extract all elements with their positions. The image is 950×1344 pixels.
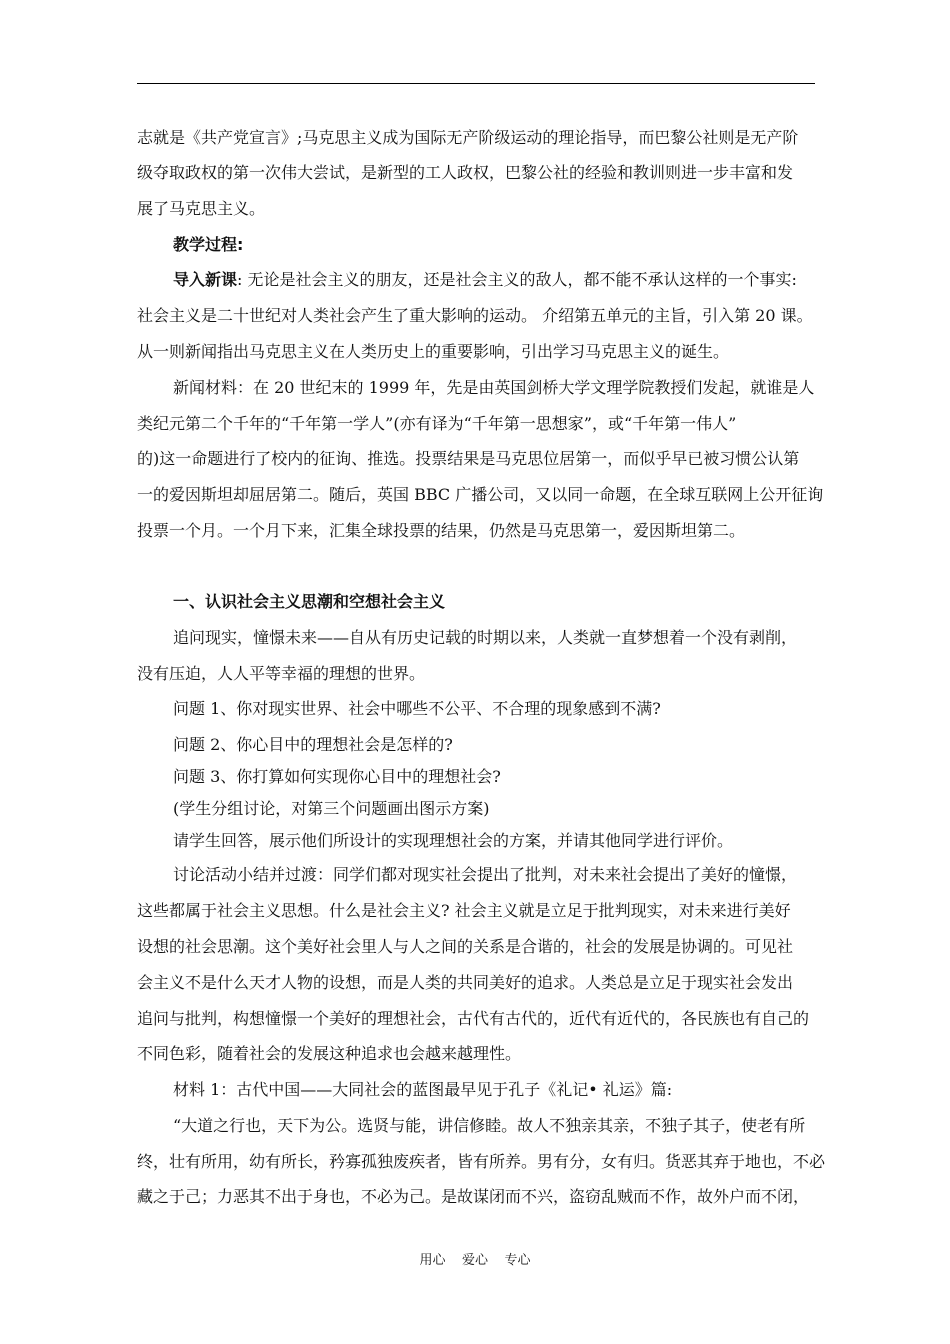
paragraph-line: 社会主义是二十世纪对人类社会产生了重大影响的运动。 介绍第五单元的主旨，引入第 20 课。: [137, 306, 813, 325]
paragraph-line: 讨论活动小结并过渡：同学们都对现实社会提出了批判，对未来社会提出了美好的憧憬，: [173, 865, 798, 884]
paragraph-line: 会主义不是什么天才人物的设想，而是人类的共同美好的追求。人类总是立足于现实社会发出: [137, 973, 794, 992]
paragraph-line: 不同色彩，随着社会的发展这种追求也会越来越理性。: [137, 1044, 522, 1063]
question-line: 问题 2、你心目中的理想社会是怎样的?: [173, 735, 453, 754]
paragraph-line: [173, 269, 873, 291]
intro-text: : 无论是社会主义的朋友，还是社会主义的敌人，都不能不承认这样的一个事实:: [237, 270, 797, 289]
paragraph-line: 一的爱因斯坦却屈居第二。随后，英国 BBC 广播公司，又以同一命题，在全球互联网上公开征询: [137, 485, 824, 504]
header-rule: [137, 83, 815, 84]
paragraph-line: 请学生回答，展示他们所设计的实现理想社会的方案，并请其他同学进行评价。: [173, 831, 734, 850]
paragraph-line: 没有压迫，人人平等幸福的理想的世界。: [137, 664, 426, 683]
paragraph-line: 级夺取政权的第一次伟大尝试，是新型的工人政权，巴黎公社的经验和教训则进一步丰富和发: [137, 163, 794, 182]
paragraph-line: 设想的社会思潮。这个美好社会里人与人之间的关系是合谐的，社会的发展是协调的。可见社: [137, 937, 794, 956]
quote-line: 藏之于己；力恶其不出于身也，不必为己。是故谋闭而不兴，盗窃乱贼而不作，故外户而不闭，: [137, 1187, 810, 1206]
paragraph-line: 新闻材料：在 20 世纪末的 1999 年，先是由英国剑桥大学文理学院教授们发起，就谁是人: [173, 378, 815, 397]
paragraph-line: 追问现实，憧憬未来——自从有历史记载的时期以来，人类就一直梦想着一个没有剥削，: [173, 628, 798, 647]
paragraph-line: 类纪元第二个千年的“千年第一学人”(亦有译为“千年第一思想家”，或“千年第一伟人”: [137, 414, 737, 433]
paragraph-line: 材料 1：古代中国——大同社会的蓝图最早见于孔子《礼记• 礼运》篇:: [173, 1080, 673, 1099]
paragraph-line: 志就是《共产党宣言》;马克思主义成为国际无产阶级运动的理论指导，而巴黎公社则是无产阶: [137, 128, 799, 147]
section-heading-teaching-process: 教学过程:: [173, 235, 244, 254]
paragraph-line: (学生分组讨论，对第三个问题画出图示方案): [173, 799, 490, 818]
paragraph-line: 追问与批判，构想憧憬一个美好的理想社会，古代有古代的，近代有近代的，各民族也有自己的: [137, 1009, 810, 1028]
quote-line: “大道之行也，天下为公。选贤与能，讲信修睦。故人不独亲其亲，不独子其子，使老有所: [173, 1116, 806, 1135]
intro-label: 导入新课: [173, 270, 238, 289]
paragraph-line: 这些都属于社会主义思想。什么是社会主义? 社会主义就是立足于批判现实，对未来进行美好: [137, 901, 791, 920]
question-line: 问题 3、你打算如何实现你心目中的理想社会?: [173, 767, 501, 786]
paragraph-line: 展了马克思主义。: [137, 199, 266, 218]
quote-line: 终，壮有所用，幼有所长，矜寡孤独废疾者，皆有所养。男有分，女有归。货恶其弃于地也，不必: [137, 1152, 826, 1171]
question-line: 问题 1、你对现实世界、社会中哪些不公平、不合理的现象感到不满?: [173, 699, 661, 718]
page-footer: 用心 爱心 专心: [419, 1253, 531, 1268]
paragraph-line: 从一则新闻指出马克思主义在人类历史上的重要影响，引出学习马克思主义的诞生。: [137, 342, 730, 361]
paragraph-line: 投票一个月。一个月下来，汇集全球投票的结果，仍然是马克思第一，爱因斯坦第二。: [137, 521, 746, 540]
paragraph-line: 的)这一命题进行了校内的征询、推选。投票结果是马克思位居第一，而似乎早已被习惯公认第: [137, 449, 800, 468]
section-heading-socialism: 一、认识社会主义思潮和空想社会主义: [173, 592, 446, 611]
